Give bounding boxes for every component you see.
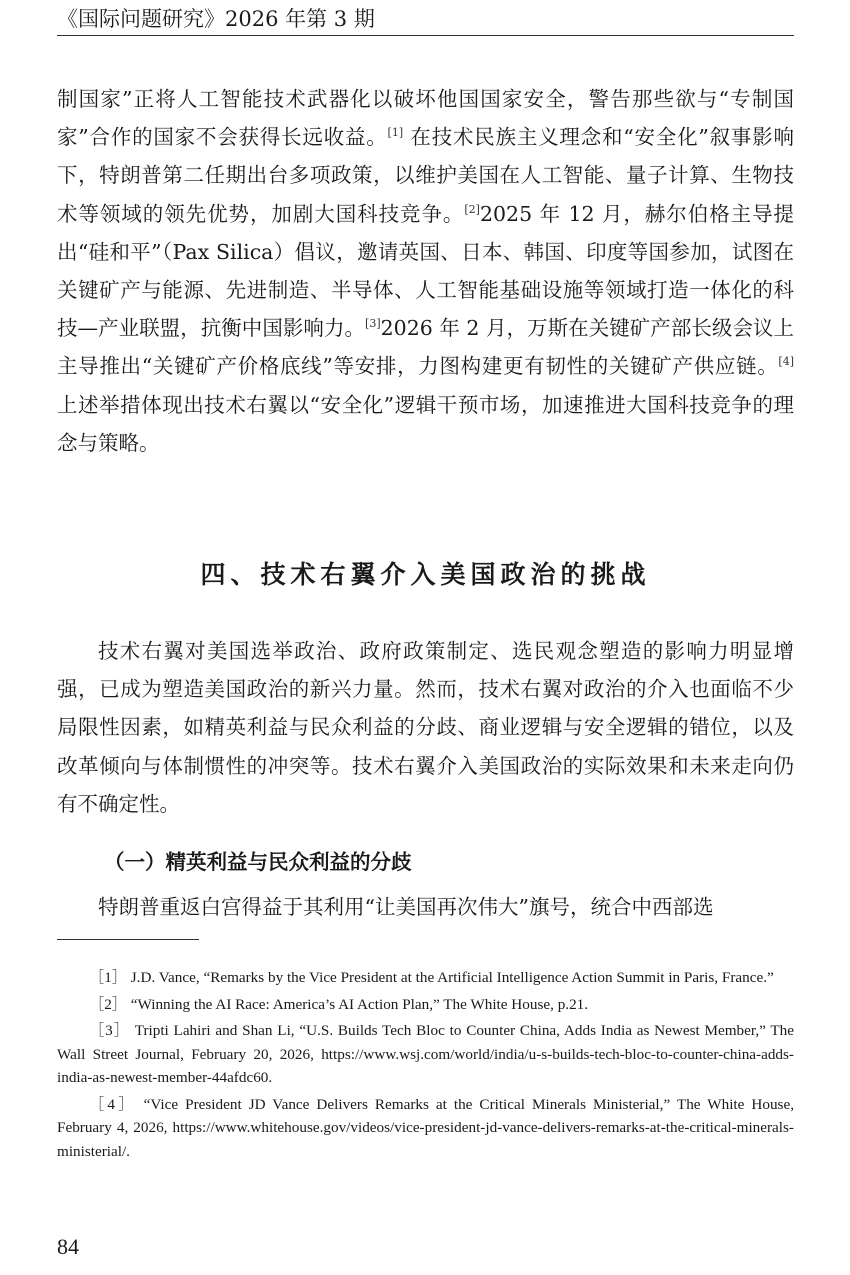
footnote-number: ［2］ — [89, 995, 127, 1013]
header-divider — [57, 35, 794, 36]
footnote-text: “Winning the AI Race: America’s AI Action Plan,” The White House, p.21. — [130, 995, 589, 1013]
footnote-ref-2[interactable]: [2] — [464, 202, 480, 216]
paragraph-1 — [57, 80, 794, 462]
footnote-text: “Vice President JD Vance Delivers Remarks at the Critical Minerals Ministerial,” The White House, February 4, 2026, https://www.whitehouse.gov/videos/vice-president-jd-vance-delivers-remarks-at-the-critical-minerals-ministerial/. — [57, 1095, 795, 1160]
footnote-text: Tripti Lahiri and Shan Li, “U.S. Builds Tech Bloc to Counter China, Adds India as Newest Member,” The Wall Street Journal, February 20, 2026, https://www.wsj.com/world/india/u-s-builds-tech-bloc-to-counter-china-adds-india-as-newest-member-44afdc60. — [57, 1022, 795, 1086]
journal-header: 《国际问题研究》2026 年第 3 期 — [57, 7, 375, 31]
paragraph-2: 技术右翼对美国选举政治、政府政策制定、选民观念塑造的影响力明显增强，已成为塑造美国政治的新兴力量。然而，技术右翼对政治的介入也面临不少局限性因素，如精英利益与民众利益的分歧、商业逻辑与安全逻辑的错位，以及改革倾向与体制惯性的冲突等。技术右翼介入美国政治的实际效果和未来走向仍有不确定性。 — [57, 639, 794, 816]
footnotes — [57, 966, 794, 1166]
footnote-2 — [57, 993, 794, 1017]
footnote-ref-4[interactable]: [4] — [778, 355, 794, 369]
paragraph-3: 特朗普重返白宫得益于其利用“让美国再次伟大”旗号，统合中西部选 — [98, 895, 714, 919]
footnote-3 — [57, 1019, 794, 1090]
footnote-number: ［1］ — [89, 969, 127, 986]
para1-text-1: 制国家”正将人工智能技术武器化以破坏他国国家安全，警告那些欲与“专制国家”合作的国家不会获得长远收益。 — [57, 87, 794, 150]
subsection-heading: （一）精英利益与民众利益的分歧 — [104, 850, 412, 874]
page-number: 84 — [57, 1234, 79, 1259]
footnote-text: J.D. Vance, “Remarks by the Vice President at the Artificial Intelligence Action Summit in Paris, France.” — [130, 969, 774, 986]
section-heading: 四、技术右翼介入美国政治的挑战 — [200, 560, 651, 589]
footnote-ref-1[interactable]: [1] — [387, 126, 404, 140]
para1-text-4: 2026 年 2 月，万斯在关键矿产部长级会议上主导推出“关键矿产价格底线”等安排，力图构建更有韧性的关键矿产供应链。 — [57, 316, 795, 379]
para1-text-3: 2025 年 12 月，赫尔伯格主导提出“硅和平”（Pax Silica）倡议，邀请英国、日本、韩国、印度等国参加，试图在关键矿产与能源、先进制造、半导体、人工智能基础设施等领域打造一体化的科技—产业联盟，抗衡中国影响力。 — [57, 201, 795, 341]
para1-text-2: 在技术民族主义理念和“安全化”叙事影响下，特朗普第二任期出台多项政策，以维护美国在人工智能、量子计算、生物技术等领域的领先优势，加剧大国科技竞争。 — [57, 125, 794, 226]
footnote-number: ［4］ — [89, 1095, 137, 1113]
footnote-4 — [57, 1093, 794, 1164]
para1-text-5: 上述举措体现出技术右翼以“安全化”逻辑干预市场，加速推进大国科技竞争的理念与策略。 — [57, 392, 794, 455]
footnote-ref-3[interactable]: [3] — [365, 317, 381, 331]
footnote-divider — [57, 939, 199, 940]
footnote-number: ［3］ — [89, 1022, 130, 1039]
footnote-1 — [57, 966, 794, 990]
